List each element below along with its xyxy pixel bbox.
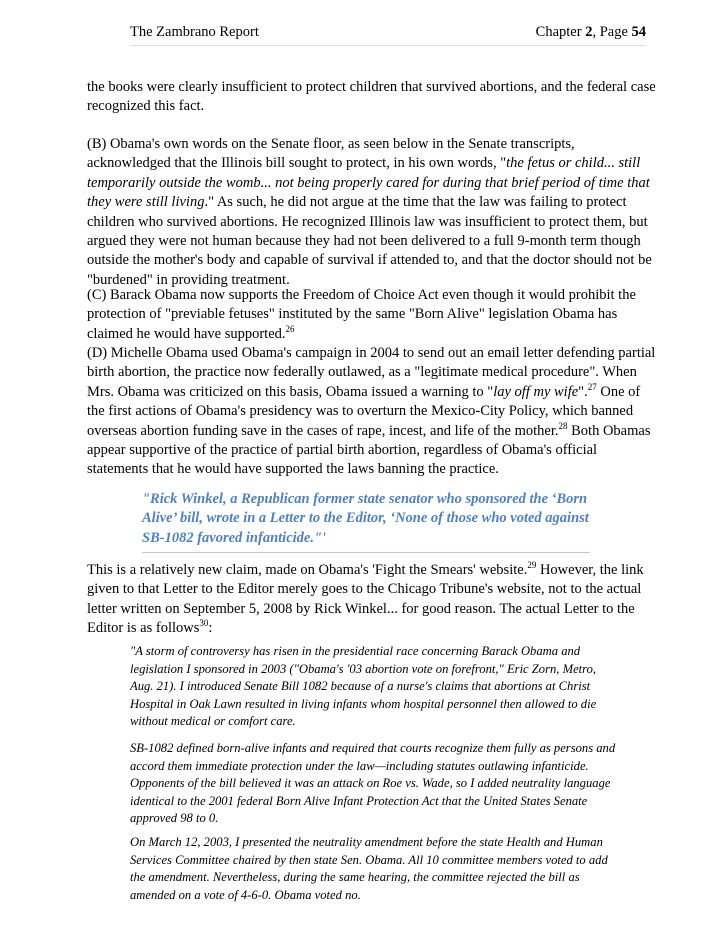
text-run: (C) Barack Obama now supports the Freedom of Choice Act even though it would prohibit the protection of "previable fetuses" instituted by the same "Born Alive" legislation Obama has claimed he would have supported. xyxy=(87,287,636,342)
quoted-text: lay off my wife xyxy=(493,383,579,400)
text-run: However, the link given to that Letter to the Editor merely goes to the Chicago Tribune's website, not to the actual letter written on September 5, 2008 by Rick Winkel... for good reason. The actual Letter to the Editor is as follows xyxy=(87,562,644,637)
letter-paragraph-3 xyxy=(130,834,620,904)
footnote-ref[interactable]: 26 xyxy=(285,323,295,334)
paragraph-text: the books were clearly insufficient to protect children that survived abortions, and the federal case recognized this fact. xyxy=(87,79,656,115)
paragraph-text xyxy=(87,286,657,344)
pull-quote: "Rick Winkel, a Republican former state senator who sponsored the ‘Born Alive’ bill, wrote in a Letter to the Editor, ‘None of those who voted against SB-1082 favored infanticide."' xyxy=(142,490,590,553)
text-run: : xyxy=(208,620,213,637)
footnote-ref[interactable]: 27 xyxy=(587,381,597,392)
text-run: This is a relatively new claim, made on Obama's 'Fight the Smears' website. xyxy=(87,562,528,578)
footnote-ref[interactable]: 28 xyxy=(558,420,568,431)
letter-text: SB-1082 defined born-alive infants and required that courts recognize them fully as persons and accord them immediate protection under the law—including statutes outlawing infanticide. Opponents of the bill believed it was an attack on Roe vs. Wade, so I added neutrality language identical to the 2001 federal Born Alive Infant Protection Act that the United States Senate approved 98 to 0. xyxy=(130,741,616,826)
footnote-ref[interactable]: 30 xyxy=(199,618,209,629)
letter-paragraph-1 xyxy=(130,643,620,731)
text-run: ". xyxy=(578,383,588,400)
page-number: 54 xyxy=(631,24,646,40)
paragraph-claim xyxy=(87,561,657,639)
report-title: The Zambrano Report xyxy=(130,24,259,40)
page-label: , Page xyxy=(592,24,632,40)
paragraph-text xyxy=(87,135,657,290)
text-run: (B) Obama's own words on the Senate floor, as seen below in the Senate transcripts, acknowledged that the Illinois bill sought to protect, in his own words, " xyxy=(87,136,575,172)
footnote-ref[interactable]: 29 xyxy=(527,560,537,570)
paragraph-d xyxy=(87,344,657,480)
text-run: ." As such, he did not argue at the time that the law was failing to protect children who survived abortions. He recognized Illinois law was insufficient to protect them, but argued they were not human because they had not been delivered to a full 9-month term though outside the mother's body and capable of survival if attended to, and that the doctor should not be "burdened" in providing treatment. xyxy=(87,194,652,288)
text-run: (D) Michelle Obama used Obama's campaign in 2004 to send out an email letter defending partial birth abortion, the practice now federally outlawed, as a "legitimate medical procedure". When Mrs. Obama was criticized on this basis, Obama issued a warning to " xyxy=(87,345,656,400)
chapter-number: 2 xyxy=(585,24,593,40)
chapter-label: Chapter xyxy=(535,24,586,40)
paragraph-c xyxy=(87,286,657,344)
paragraph-text xyxy=(87,344,657,480)
text-run: One of the first actions of Obama's presidency was to overturn the Mexico-City Policy, which banned overseas abortion funding save in the cases of rape, incest, and life of the mother. xyxy=(87,383,641,439)
chapter-page-indicator xyxy=(536,23,646,41)
quoted-text: the fetus or child... still temporarily outside the womb... not being properly cared for during that brief period of time that they were still living xyxy=(87,155,650,211)
letter-paragraph-2 xyxy=(130,740,620,828)
letter-text: On March 12, 2003, I presented the neutrality amendment before the state Health and Human Services Committee chaired by then state Sen. Obama. All 10 committee members voted to add the amendment. Nevertheless, during the same hearing, the committee rejected the bill as amended on a vote of 4-6-0. Obama voted no. xyxy=(130,835,608,902)
paragraph-b xyxy=(87,135,657,290)
paragraph-text xyxy=(87,561,657,639)
paragraph-continued xyxy=(87,78,657,117)
letter-text: "A storm of controversy has risen in the presidential race concerning Barack Obama and legislation I sponsored in 2003 ("Obama's '03 abortion vote on forefront," Eric Zorn, Metro, Aug. 21). I introduced Senate Bill 1082 because of a nurse's claims that abortions at Christ Hospital in Oak Lawn resulted in living infants whom hospital personnel then allowed to die without medical or comfort care. xyxy=(130,644,597,729)
page-header xyxy=(130,23,646,46)
text-run: Both Obamas appear supportive of the practice of partial birth abortion, regardless of Obama's official statements that he would have supported the laws banning the practice. xyxy=(87,422,651,478)
